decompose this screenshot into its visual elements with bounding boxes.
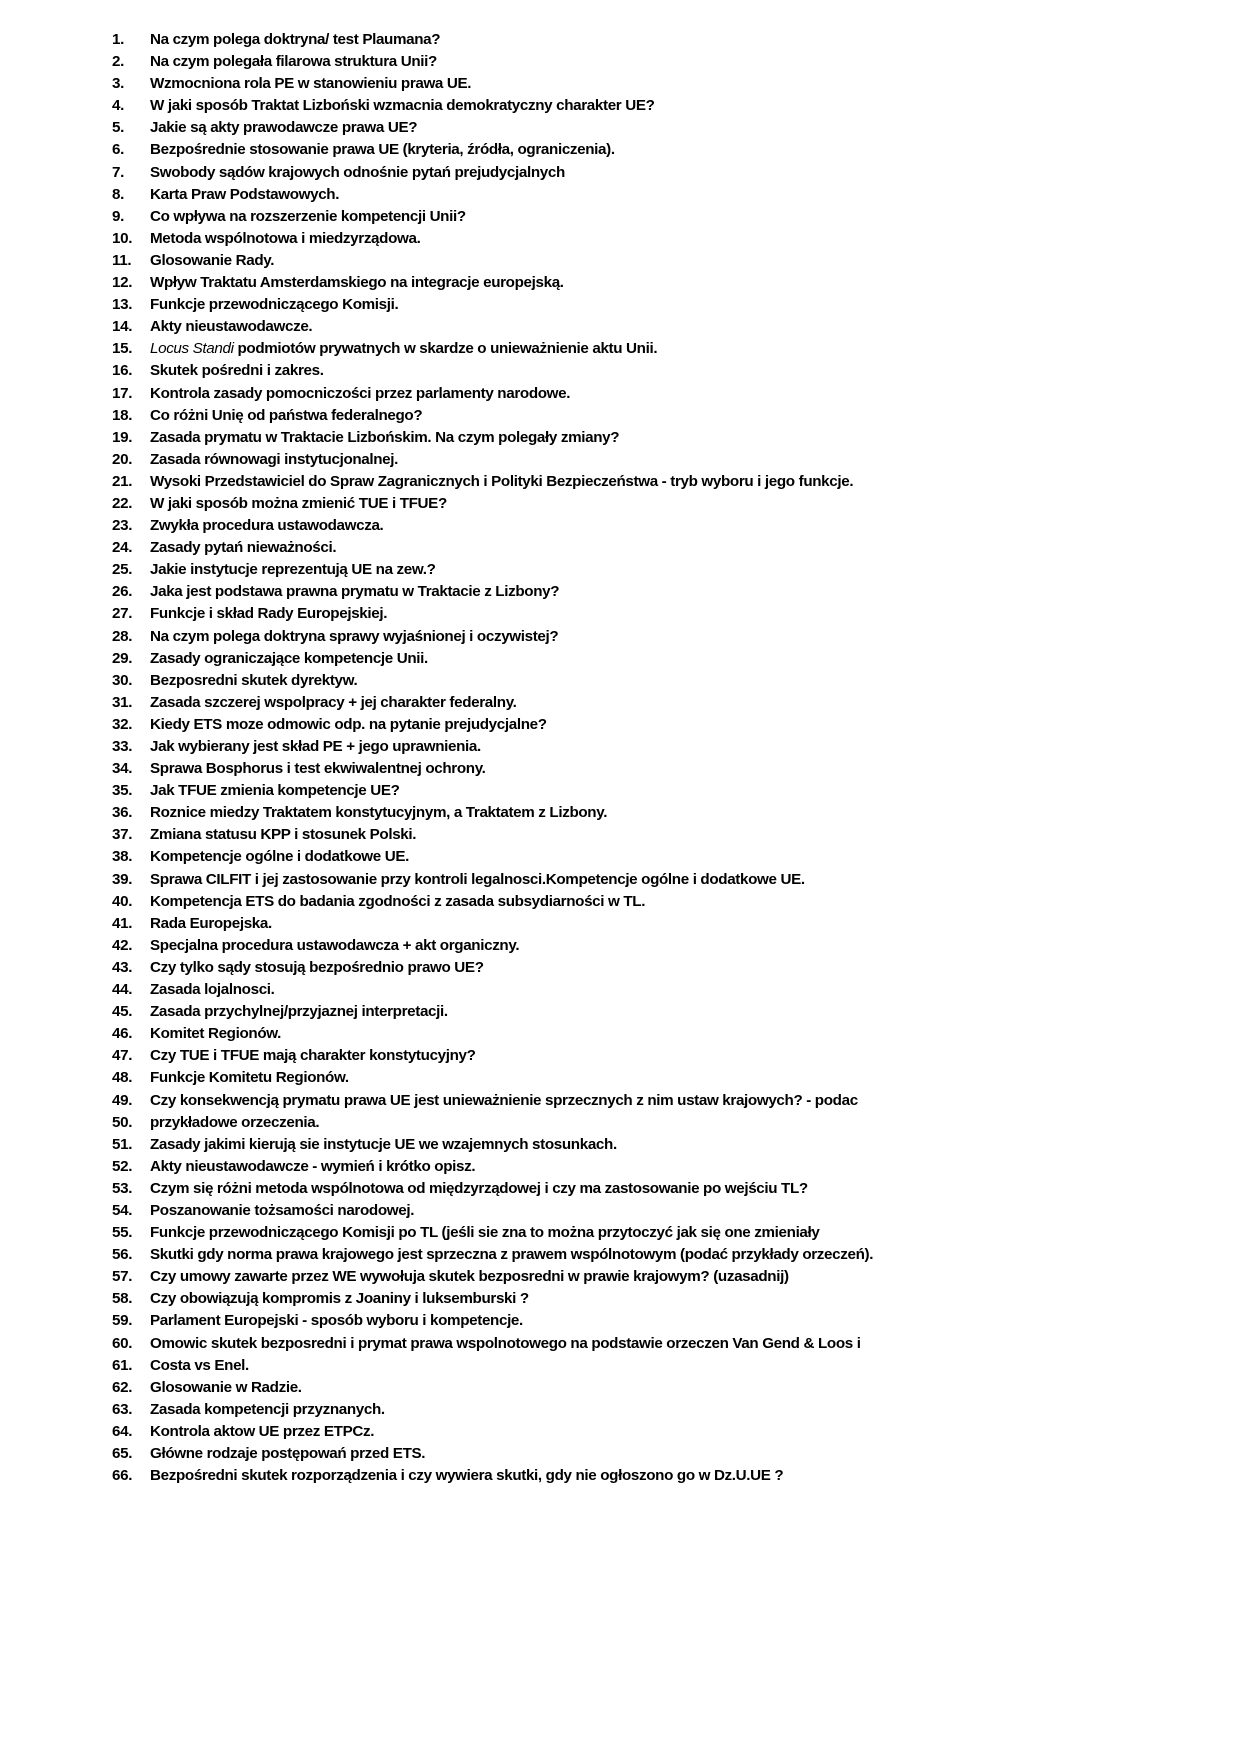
question-text: Kompetencja ETS do badania zgodności z zasada subsydiarności w TL.: [150, 892, 646, 910]
question-item: [112, 95, 1212, 117]
question-text: Funkcje Komitetu Regionów.: [150, 1069, 349, 1087]
question-item: [112, 913, 1212, 935]
question-number: 36.: [112, 804, 133, 822]
question-item: [112, 1399, 1212, 1421]
question-number: 16.: [112, 362, 133, 380]
question-text: Akty nieustawodawcze - wymień i krótko opisz.: [150, 1157, 476, 1175]
question-text: W jaki sposób można zmienić TUE i TFUE?: [150, 494, 447, 512]
question-text: Czy konsekwencją prymatu prawa UE jest unieważnienie sprzecznych z nim ustaw krajowych? - podac: [150, 1091, 858, 1109]
question-item: [112, 1266, 1212, 1288]
question-text: Poszanowanie tożsamości narodowej.: [150, 1201, 415, 1219]
question-text: Zwykła procedura ustawodawcza.: [150, 517, 384, 535]
question-item: [112, 846, 1212, 868]
question-number: 62.: [112, 1378, 133, 1396]
question-number: 63.: [112, 1400, 133, 1418]
question-item: [112, 73, 1212, 95]
question-item: [112, 139, 1212, 161]
question-number: 65.: [112, 1445, 133, 1462]
question-item: [112, 117, 1212, 139]
question-number: 5.: [112, 119, 124, 137]
question-number: 59.: [112, 1312, 133, 1330]
question-text: Skutek pośredni i zakres.: [150, 362, 324, 380]
question-number: 24.: [112, 539, 133, 557]
question-item: [112, 780, 1212, 802]
question-item: [112, 294, 1212, 316]
question-item: [112, 427, 1212, 449]
question-item: [112, 405, 1212, 427]
question-number: 40.: [112, 892, 133, 910]
question-italic-term: Locus Standi: [150, 340, 234, 358]
question-text: Jaka jest podstawa prawna prymatu w Traktacie z Lizbony?: [150, 583, 560, 601]
question-number: 15.: [112, 340, 133, 358]
question-text: Zasada prymatu w Traktacie Lizbońskim. Na czym polegały zmiany?: [150, 428, 620, 446]
question-item: [112, 935, 1212, 957]
question-number: 3.: [112, 75, 124, 93]
question-text: Co wpływa na rozszerzenie kompetencji Unii?: [150, 207, 466, 225]
question-item: [112, 626, 1212, 648]
question-text: [150, 338, 657, 360]
question-text-rest: podmiotów prywatnych w skardze o unieważnienie aktu Unii.: [233, 340, 658, 358]
question-text: Kontrola zasady pomocniczości przez parlamenty narodowe.: [150, 384, 571, 402]
question-number: 22.: [112, 494, 133, 512]
question-number: 39.: [112, 870, 133, 888]
question-text: Na czym polega doktryna/ test Plaumana?: [150, 31, 441, 48]
question-text: Kompetencje ogólne i dodatkowe UE.: [150, 848, 409, 866]
question-item: [112, 1333, 1212, 1355]
question-list: [112, 29, 1212, 1487]
question-number: 64.: [112, 1422, 133, 1440]
question-item: [112, 1355, 1212, 1377]
question-text: Jak wybierany jest skład PE + jego uprawnienia.: [150, 738, 481, 755]
question-text: Bezpośredni skutek rozporządzenia i czy wywiera skutki, gdy nie ogłoszono go w Dz.U.UE ?: [150, 1467, 784, 1485]
question-number: 61.: [112, 1356, 133, 1374]
question-text: Kontrola aktow UE przez ETPCz.: [150, 1422, 375, 1440]
question-number: 25.: [112, 561, 133, 579]
question-number: 21.: [112, 472, 133, 490]
question-item: [112, 206, 1212, 228]
question-text: Wpływ Traktatu Amsterdamskiego na integracje europejską.: [150, 274, 564, 292]
question-number: 34.: [112, 760, 133, 778]
question-item: [112, 1134, 1212, 1156]
question-number: 19.: [112, 428, 133, 446]
question-number: 41.: [112, 914, 133, 932]
question-number: 33.: [112, 738, 133, 755]
question-text: przykładowe orzeczenia.: [150, 1113, 320, 1131]
question-number: 52.: [112, 1157, 133, 1175]
question-item: [112, 824, 1212, 846]
question-number: 10.: [112, 229, 133, 247]
question-item: [112, 51, 1212, 73]
question-number: 27.: [112, 605, 133, 623]
question-number: 12.: [112, 274, 133, 292]
question-text: Omowic skutek bezposredni i prymat prawa wspolnotowego na podstawie orzeczen Van Gend & Loos i: [150, 1334, 861, 1352]
question-item: [112, 1023, 1212, 1045]
question-item: [112, 802, 1212, 824]
question-number: 47.: [112, 1047, 133, 1065]
question-text: Zasada przychylnej/przyjaznej interpretacji.: [150, 1003, 448, 1021]
question-number: 56.: [112, 1246, 133, 1264]
question-number: 1.: [112, 31, 124, 48]
question-text: Sprawa CILFIT i jej zastosowanie przy kontroli legalnosci.Kompetencje ogólne i dodatkowe UE.: [150, 870, 805, 888]
question-number: 13.: [112, 296, 133, 314]
question-number: 18.: [112, 406, 133, 424]
question-item: [112, 670, 1212, 692]
question-text: Kiedy ETS moze odmowic odp. na pytanie prejudycjalne?: [150, 715, 547, 733]
question-number: 35.: [112, 782, 133, 800]
question-item: [112, 1443, 1212, 1465]
question-item: [112, 1067, 1212, 1089]
question-text: Zasady jakimi kierują sie instytucje UE we wzajemnych stosunkach.: [150, 1135, 617, 1153]
question-number: 37.: [112, 826, 133, 844]
question-item: [112, 1310, 1212, 1332]
question-item: [112, 250, 1212, 272]
question-number: 17.: [112, 384, 133, 402]
question-number: 53.: [112, 1179, 133, 1197]
question-item: [112, 338, 1212, 360]
question-number: 57.: [112, 1268, 133, 1286]
question-text: Zasada równowagi instytucjonalnej.: [150, 450, 399, 468]
question-item: [112, 1377, 1212, 1399]
question-item: [112, 184, 1212, 206]
question-item: [112, 1156, 1212, 1178]
question-text: Główne rodzaje postępowań przed ETS.: [150, 1445, 426, 1462]
question-item: [112, 692, 1212, 714]
question-item: [112, 1045, 1212, 1067]
question-text: Jakie instytucje reprezentują UE na zew.?: [150, 561, 436, 579]
question-number: 60.: [112, 1334, 133, 1352]
question-text: Bezposredni skutek dyrektyw.: [150, 671, 358, 689]
question-item: [112, 1112, 1212, 1134]
question-item: [112, 1090, 1212, 1112]
question-item: [112, 449, 1212, 471]
question-item: [112, 736, 1212, 758]
question-text: Funkcje i skład Rady Europejskiej.: [150, 605, 388, 623]
question-text: Wysoki Przedstawiciel do Spraw Zagranicznych i Polityki Bezpieczeństwa - tryb wyboru i jego funkcje.: [150, 472, 854, 490]
question-number: 8.: [112, 185, 124, 203]
question-text: Co różni Unię od państwa federalnego?: [150, 406, 423, 424]
question-number: 58.: [112, 1290, 133, 1308]
question-text: Na czym polega doktryna sprawy wyjaśnionej i oczywistej?: [150, 627, 559, 645]
question-item: [112, 714, 1212, 736]
question-item: [112, 1178, 1212, 1200]
question-item: [112, 1465, 1212, 1487]
question-text: Zasada lojalnosci.: [150, 981, 275, 999]
question-text: Czy TUE i TFUE mają charakter konstytucyjny?: [150, 1047, 476, 1065]
question-number: 55.: [112, 1224, 133, 1242]
question-text: Glosowanie Rady.: [150, 251, 275, 269]
question-text: Czym się różni metoda wspólnotowa od międzyrządowej i czy ma zastosowanie po wejściu TL?: [150, 1179, 808, 1197]
question-number: 46.: [112, 1025, 133, 1043]
question-text: Czy tylko sądy stosują bezpośrednio prawo UE?: [150, 958, 484, 976]
question-text: Wzmocniona rola PE w stanowieniu prawa UE.: [150, 75, 472, 93]
question-item: [112, 493, 1212, 515]
question-item: [112, 1421, 1212, 1443]
question-text: Zasada szczerej wspolpracy + jej charakter federalny.: [150, 693, 517, 711]
question-number: 54.: [112, 1201, 133, 1219]
question-number: 6.: [112, 141, 124, 159]
question-number: 7.: [112, 163, 124, 181]
question-number: 9.: [112, 207, 124, 225]
question-number: 43.: [112, 958, 133, 976]
question-item: [112, 979, 1212, 1001]
question-text: Zasady ograniczające kompetencje Unii.: [150, 649, 428, 667]
question-number: 4.: [112, 97, 124, 115]
question-text: Komitet Regionów.: [150, 1025, 282, 1043]
question-number: 31.: [112, 693, 133, 711]
question-item: [112, 29, 1212, 51]
question-number: 20.: [112, 450, 133, 468]
question-item: [112, 537, 1212, 559]
question-text: Bezpośrednie stosowanie prawa UE (kryteria, źródła, ograniczenia).: [150, 141, 615, 159]
question-text: Czy obowiązują kompromis z Joaniny i luksemburski ?: [150, 1290, 529, 1308]
question-number: 49.: [112, 1091, 133, 1109]
question-text: Zasada kompetencji przyznanych.: [150, 1400, 385, 1418]
question-item: [112, 228, 1212, 250]
question-item: [112, 648, 1212, 670]
question-item: [112, 316, 1212, 338]
question-text: Sprawa Bosphorus i test ekwiwalentnej ochrony.: [150, 760, 486, 778]
question-text: Glosowanie w Radzie.: [150, 1378, 302, 1396]
question-text: Swobody sądów krajowych odnośnie pytań prejudycjalnych: [150, 163, 565, 181]
question-number: 29.: [112, 649, 133, 667]
question-text: Funkcje przewodniczącego Komisji po TL (jeśli sie zna to można przytoczyć jak się one zmieniały: [150, 1224, 820, 1242]
question-number: 48.: [112, 1069, 133, 1087]
question-text: Zasady pytań nieważności.: [150, 539, 337, 557]
question-item: [112, 758, 1212, 780]
question-text: Funkcje przewodniczącego Komisji.: [150, 296, 399, 314]
question-text: Parlament Europejski - sposób wyboru i kompetencje.: [150, 1312, 523, 1330]
question-item: [112, 515, 1212, 537]
question-text: Akty nieustawodawcze.: [150, 318, 313, 336]
question-number: 66.: [112, 1467, 133, 1485]
question-item: [112, 471, 1212, 493]
question-text: Costa vs Enel.: [150, 1356, 249, 1374]
question-text: Roznice miedzy Traktatem konstytucyjnym, a Traktatem z Lizbony.: [150, 804, 608, 822]
question-text: Na czym polegała filarowa struktura Unii?: [150, 53, 437, 71]
question-item: [112, 581, 1212, 603]
question-text: Jak TFUE zmienia kompetencje UE?: [150, 782, 400, 800]
question-number: 2.: [112, 53, 124, 71]
question-number: 38.: [112, 848, 133, 866]
question-item: [112, 1001, 1212, 1023]
question-item: [112, 869, 1212, 891]
question-text: W jaki sposób Traktat Lizboński wzmacnia demokratyczny charakter UE?: [150, 97, 655, 115]
question-text: Karta Praw Podstawowych.: [150, 185, 340, 203]
question-text: Skutki gdy norma prawa krajowego jest sprzeczna z prawem wspólnotowym (podać przykłady orzeczeń).: [150, 1246, 874, 1264]
question-item: [112, 559, 1212, 581]
question-number: 42.: [112, 936, 133, 954]
question-text: Jakie są akty prawodawcze prawa UE?: [150, 119, 418, 137]
question-number: 51.: [112, 1135, 133, 1153]
question-item: [112, 603, 1212, 625]
question-text: Specjalna procedura ustawodawcza + akt organiczny.: [150, 936, 520, 954]
question-number: 14.: [112, 318, 133, 336]
question-item: [112, 272, 1212, 294]
question-text: Zmiana statusu KPP i stosunek Polski.: [150, 826, 417, 844]
question-item: [112, 162, 1212, 184]
question-text: Rada Europejska.: [150, 914, 272, 932]
question-number: 28.: [112, 627, 133, 645]
question-number: 30.: [112, 671, 133, 689]
question-item: [112, 1200, 1212, 1222]
question-number: 11.: [112, 251, 132, 269]
question-item: [112, 1288, 1212, 1310]
question-item: [112, 1222, 1212, 1244]
question-item: [112, 891, 1212, 913]
question-text: Czy umowy zawarte przez WE wywołuja skutek bezposredni w prawie krajowym? (uzasadnij): [150, 1268, 789, 1286]
question-number: 44.: [112, 981, 133, 999]
question-number: 32.: [112, 715, 133, 733]
question-number: 23.: [112, 517, 133, 535]
question-text: Metoda wspólnotowa i miedzyrządowa.: [150, 229, 421, 247]
question-item: [112, 957, 1212, 979]
question-item: [112, 360, 1212, 382]
question-number: 26.: [112, 583, 133, 601]
question-item: [112, 1244, 1212, 1266]
question-number: 50.: [112, 1113, 133, 1131]
question-number: 45.: [112, 1003, 133, 1021]
question-item: [112, 383, 1212, 405]
